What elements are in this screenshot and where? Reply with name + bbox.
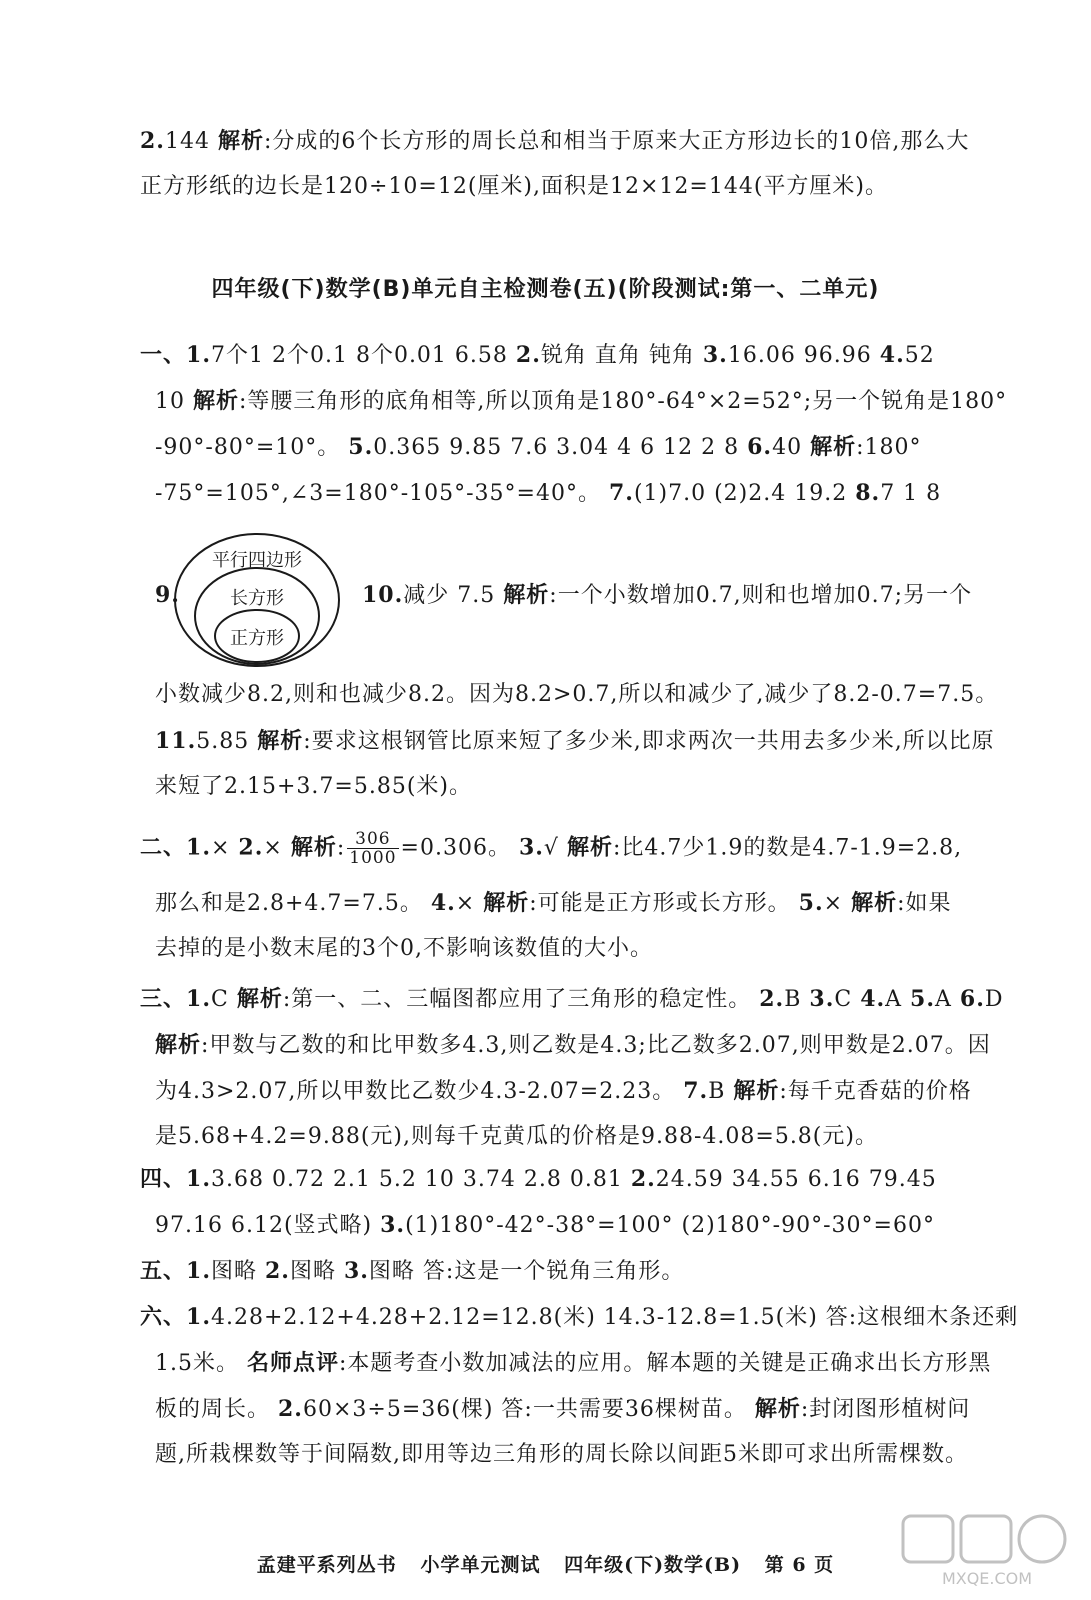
answer-line: 10.减少 7.5 解析:一个小数增加0.7,则和也增加0.7;另一个	[362, 582, 973, 608]
label-square: 正方形	[230, 628, 284, 649]
answer-line: -90°-80°=10°。 5.0.365 9.85 7.6 3.04 4 6 12 2 8 6.40 解析:180°	[155, 434, 922, 460]
answer-line: 一、1.7个1 2个0.1 8个0.01 6.58 2.锐角 直角 钝角 3.16.06 96.96 4.52	[140, 342, 935, 368]
venn-diagram	[172, 530, 342, 670]
answer-line: 板的周长。 2.60×3÷5=36(棵) 答:一共需要36棵树苗。 解析:封闭图形植树问	[155, 1396, 971, 1422]
answer-line: 四、1.3.68 0.72 2.1 5.2 10 3.74 2.8 0.81 2.24.59 34.55 6.16 79.45	[140, 1166, 937, 1192]
answer-line: -75°=105°,∠3=180°-105°-35°=40°。 7.(1)7.0 (2)2.4 19.2 8.7 1 8	[155, 480, 942, 506]
answer-line: 10 解析:等腰三角形的底角相等,所以顶角是180°-64°×2=52°;另一个锐角是180°	[155, 388, 1008, 414]
watermark-text: MXQE.COM	[941, 1569, 1033, 1588]
ellipse-middle	[195, 568, 319, 664]
label-parallelogram: 平行四边形	[212, 550, 302, 571]
section-title: 四年级(下)数学(B)单元自主检测卷(五)(阶段测试:第一、二单元)	[211, 277, 880, 302]
answer-line: 去掉的是小数末尾的3个0,不影响该数值的大小。	[155, 936, 653, 961]
answer-line: 1.5米。 名师点评:本题考查小数加减法的应用。解本题的关键是正确求出长方形黑	[155, 1350, 992, 1376]
answer-line: 那么和是2.8+4.7=7.5。 4.× 解析:可能是正方形或长方形。 5.× 解析:如果	[155, 890, 952, 916]
answer-line: 六、1.4.28+2.12+4.28+2.12=12.8(米) 14.3-12.8=1.5(米) 答:这根细木条还剩	[140, 1304, 1019, 1330]
footer-grade: 四年级(下)数学(B)	[564, 1554, 742, 1576]
answer-line: 11.5.85 解析:要求这根钢管比原来短了多少米,即求两次一共用去多少米,所以比原	[155, 728, 995, 754]
answer-line: 是5.68+4.2=9.88(元),则每千克黄瓜的价格是9.88-4.08=5.8(元)。	[155, 1124, 878, 1149]
answer-line: 来短了2.15+3.7=5.85(米)。	[155, 774, 472, 799]
answer-line: 五、1.图略 2.图略 3.图略 答:这是一个锐角三角形。	[140, 1258, 685, 1284]
label-rectangle: 长方形	[230, 588, 284, 609]
page-number: 第 6 页	[764, 1554, 835, 1576]
answer-line: 为4.3>2.07,所以甲数比乙数少4.3-2.07=2.23。 7.B 解析:每千克香菇的价格	[155, 1078, 972, 1104]
answer-line: 二、1.× 2.× 解析: $\frac{306}{1000}$ =0.306。 3.√ 解析:比4.7少1.9的数是4.7-1.9=2.8,	[140, 829, 963, 868]
question-number: 9.	[155, 582, 180, 608]
footer-series: 孟建平系列丛书	[256, 1554, 397, 1576]
watermark-logo	[897, 1512, 1077, 1592]
answer-line: 三、1.C 解析:第一、二、三幅图都应用了三角形的稳定性。 2.B 3.C 4.A 5.A 6.D	[140, 986, 1004, 1012]
answer-line: 97.16 6.12(竖式略) 3.(1)180°-42°-38°=100° (2)180°-90°-30°=60°	[155, 1212, 935, 1238]
fraction: $\frac{306}{1000}$	[349, 829, 397, 868]
answer-line: 解析:甲数与乙数的和比甲数多4.3,则乙数是4.3;比乙数多2.07,则甲数是2.07。因	[155, 1032, 991, 1058]
answer-line: 正方形纸的边长是120÷10=12(厘米),面积是12×12=144(平方厘米)。	[140, 174, 889, 199]
answer-line: 题,所栽棵数等于间隔数,即用等边三角形的周长除以间距5米即可求出所需棵数。	[155, 1442, 968, 1467]
answer-line: 小数减少8.2,则和也减少8.2。因为8.2>0.7,所以和减少了,减少了8.2-0.7=7.5。	[155, 682, 999, 707]
answer-line: 2.144 解析:分成的6个长方形的周长总和相当于原来大正方形边长的10倍,那么大	[140, 128, 970, 154]
footer-book: 小学单元测试	[420, 1554, 541, 1576]
